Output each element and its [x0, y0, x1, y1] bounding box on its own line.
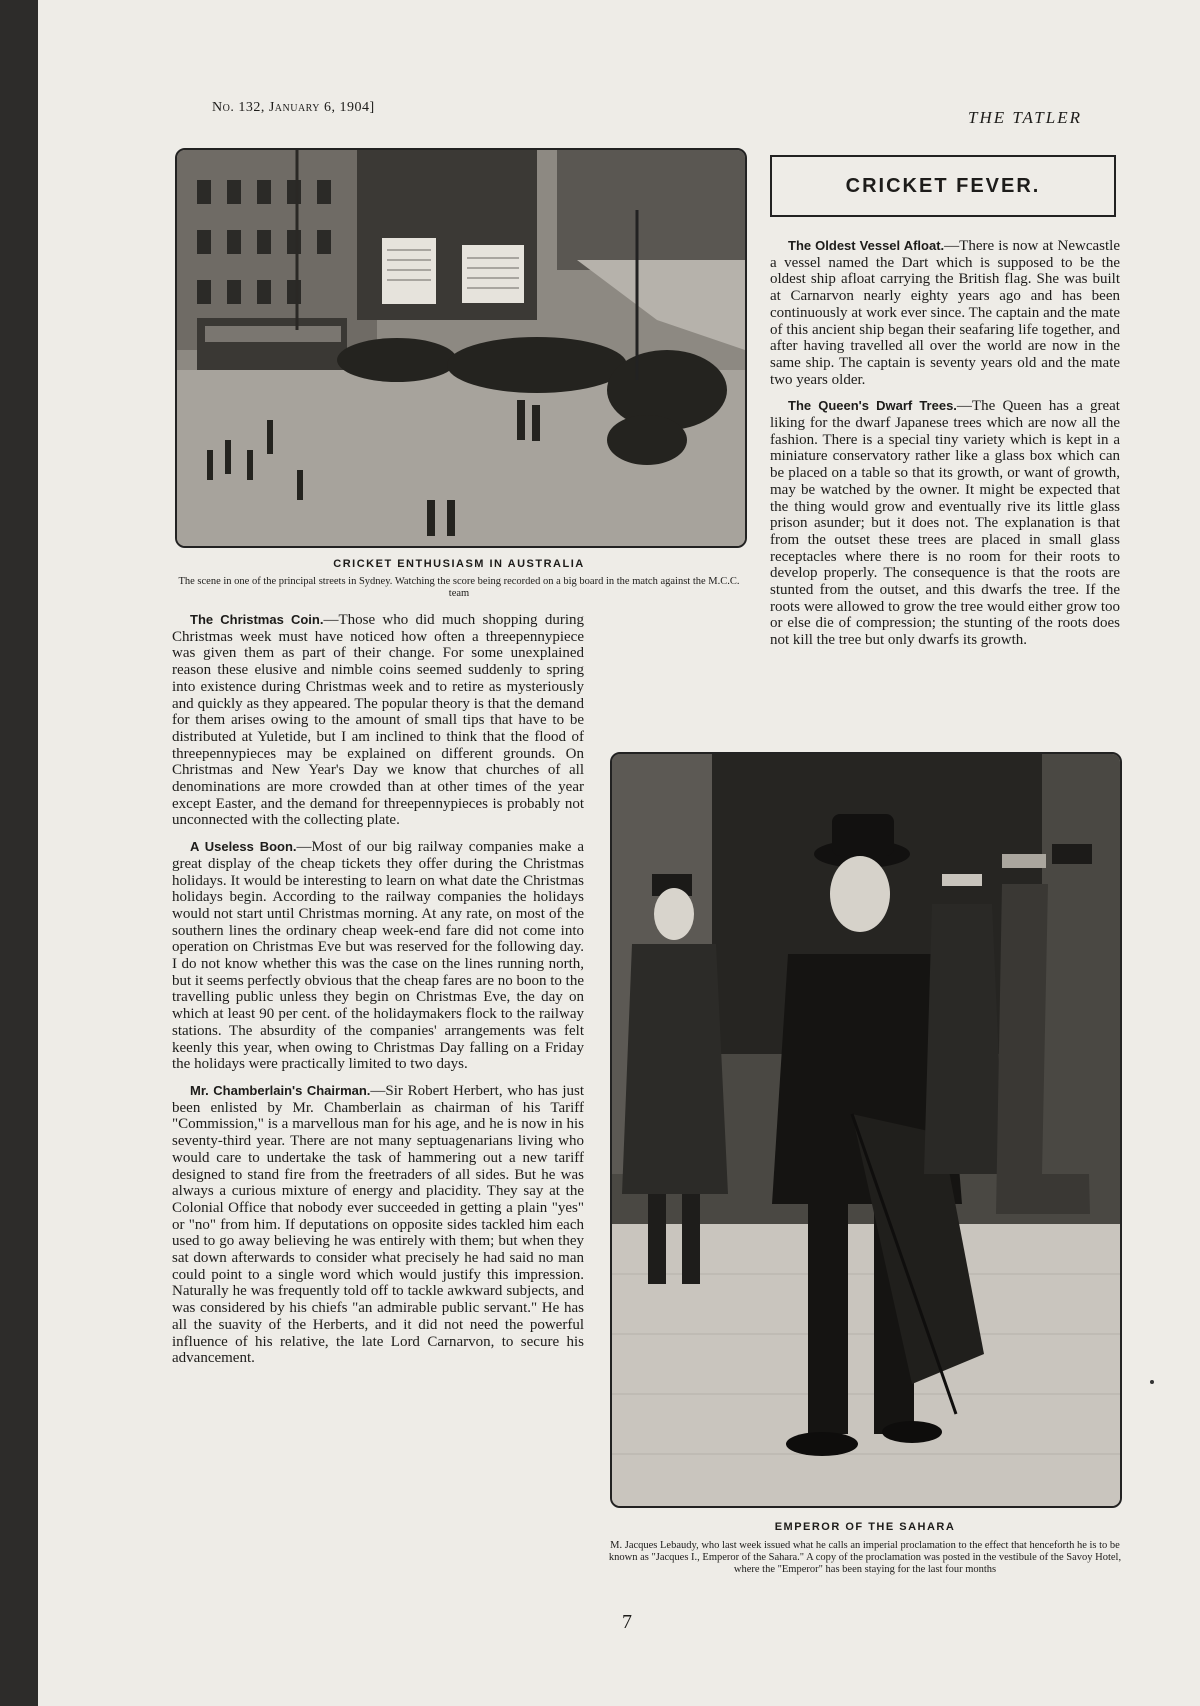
page-number: 7: [622, 1611, 632, 1633]
article-coin: [172, 612, 584, 829]
article-vessel-heading: The Oldest Vessel Afloat.: [788, 238, 945, 253]
article-chairman-body: —Sir Robert Herbert, who has just been enlisted by Mr. Chamberlain as chairman of his Tariff "Commission," is a marvellous man for his age, and he is now in his seventy-third year. There are not many septuagenarians living who would care to undertake the task of hammering out a new tariff designed to stand fire from the freetraders of all sides. But he was always a curious mixture of energy and placidity. They say at the Colonial Office that nobody ever succeeded in getting a plain "yes" or "no" from him. If deputations on opposite sides tackled him each used to go away believing he was entirely with them; but when they sat down afterwards to consider what precisely he had said no man could point to a single word which would justify this impression. Naturally he was frequently told off to tackle awkward subjects, and was considered by his chiefs "an admirable public servant." He has all the suavity of the Herberts, and it did not need the powerful influence of his relative, the late Lord Carnarvon, to secure his advancement.: [172, 1082, 584, 1367]
article-boon-heading: A Useless Boon.: [190, 839, 297, 855]
article-vessel-body: —There is now at Newcastle a vessel named the Dart which is supposed to be the oldest ship afloat carrying the British flag. She was built at Carnarvon nearly eighty years ago and has been continuously at work ever since. The captain and the mate of this ancient ship began their seafaring life together, and after having travelled all over the world are now in the same ship. The captain is seventy years old and the mate two years older.: [770, 238, 1120, 388]
cricket-caption-title: CRICKET ENTHUSIASM IN AUSTRALIA: [333, 558, 585, 570]
article-boon: [172, 839, 584, 1073]
issue-line: No. 132, January 6, 1904]: [212, 100, 375, 115]
article-chairman-heading: Mr. Chamberlain's Chairman.: [190, 1082, 371, 1098]
emperor-caption-text: M. Jacques Lebaudy, who last week issued what he calls an imperial proclamation to the effect that henceforth he is to be known as "Jacques I., Emperor of the Sahara." A copy of the proclamation was posted in the vestibule of the Savoy Hotel, where the "Emperor" has been staying for the last four months: [608, 1540, 1122, 1575]
scan-edge-left: [0, 0, 38, 1706]
scan-speck: [1150, 1380, 1154, 1384]
article-boon-body: —Most of our big railway companies make a great display of the cheap tickets they offer during the Christmas holidays. It would be interesting to learn on what date the Christmas holidays begin. According to the railway companies the holidays would not start until Christmas morning. At any rate, on most of the southern lines the ordinary cheap week-end fare did not come into operation on Christmas Eve but was reserved for the following day. I do not know whether this was the case on the lines running north, but it seems perfectly obvious that the cheap fares are no boon to the travelling public unless they begin on Christmas Eve, the day on which at least 90 per cent. of the holidaymakers flock to the railway stations. The absurdity of the companies' arrangements was felt keenly this year, when owing to Christmas Day falling on a Friday the holidays were practically limited to two days.: [172, 839, 585, 1073]
article-trees-heading: The Queen's Dwarf Trees.: [788, 398, 957, 414]
masthead: THE TATLER: [968, 108, 1082, 127]
article-trees-body: —The Queen has a great liking for the dwarf Japanese trees which are now all the fashion. There is a special tiny variety which is kept in a miniature conservatory rather like a glass box which can be placed on a table so that its growth, or want of growth, may be watched by the owner. It might be expected that the thing would grow and eventually rive its little glass prison asunder; but it does not. The explanation is that from the outset these trees are placed in small glass receptacles where there is no room for their roots to develop properly. The consequence is that the roots are stunted from the outset, and this dwarfs the tree. If the roots were allowed to grow the tree would either grow too or else die of compression; the stunting of the roots does not kill the tree but only dwarfs its growth.: [770, 398, 1120, 649]
article-chairman: [172, 1083, 584, 1367]
article-column-left: [172, 612, 584, 1377]
cricket-photo: [175, 148, 747, 548]
emperor-caption-title: EMPEROR OF THE SAHARA: [774, 1521, 956, 1533]
article-coin-body: —Those who did much shopping during Christmas week must have noticed how often a threepennypiece was given them as part of their change. For some unexplained reason these elusive and nimble coins seemed suddenly to spring into existence during Christmas week and to retire as mysteriously and quickly as they appeared. The popular theory is that the demand for them arises owing to the amount of small tips that have to be distributed at Yuletide, but I am inclined to think that the flood of threepennypieces may be explained on different grounds. On Christmas and New Year's Day we know that churches of all denominations are more crowded than at other times of the year except Easter, and the demand for threepennypieces is probably not unconnected with the collecting plate.: [172, 612, 584, 829]
article-column-top-right: [770, 238, 1120, 659]
emperor-photo: [610, 752, 1122, 1508]
cricket-caption-text: The scene in one of the principal streets in Sydney. Watching the score being recorded on a big board in the match against the M.C.C. team: [178, 576, 740, 599]
article-coin-heading: The Christmas Coin.: [190, 612, 324, 627]
section-title: CRICKET FEVER.: [770, 155, 1116, 217]
article-trees: [770, 398, 1120, 649]
article-vessel: [770, 238, 1120, 388]
